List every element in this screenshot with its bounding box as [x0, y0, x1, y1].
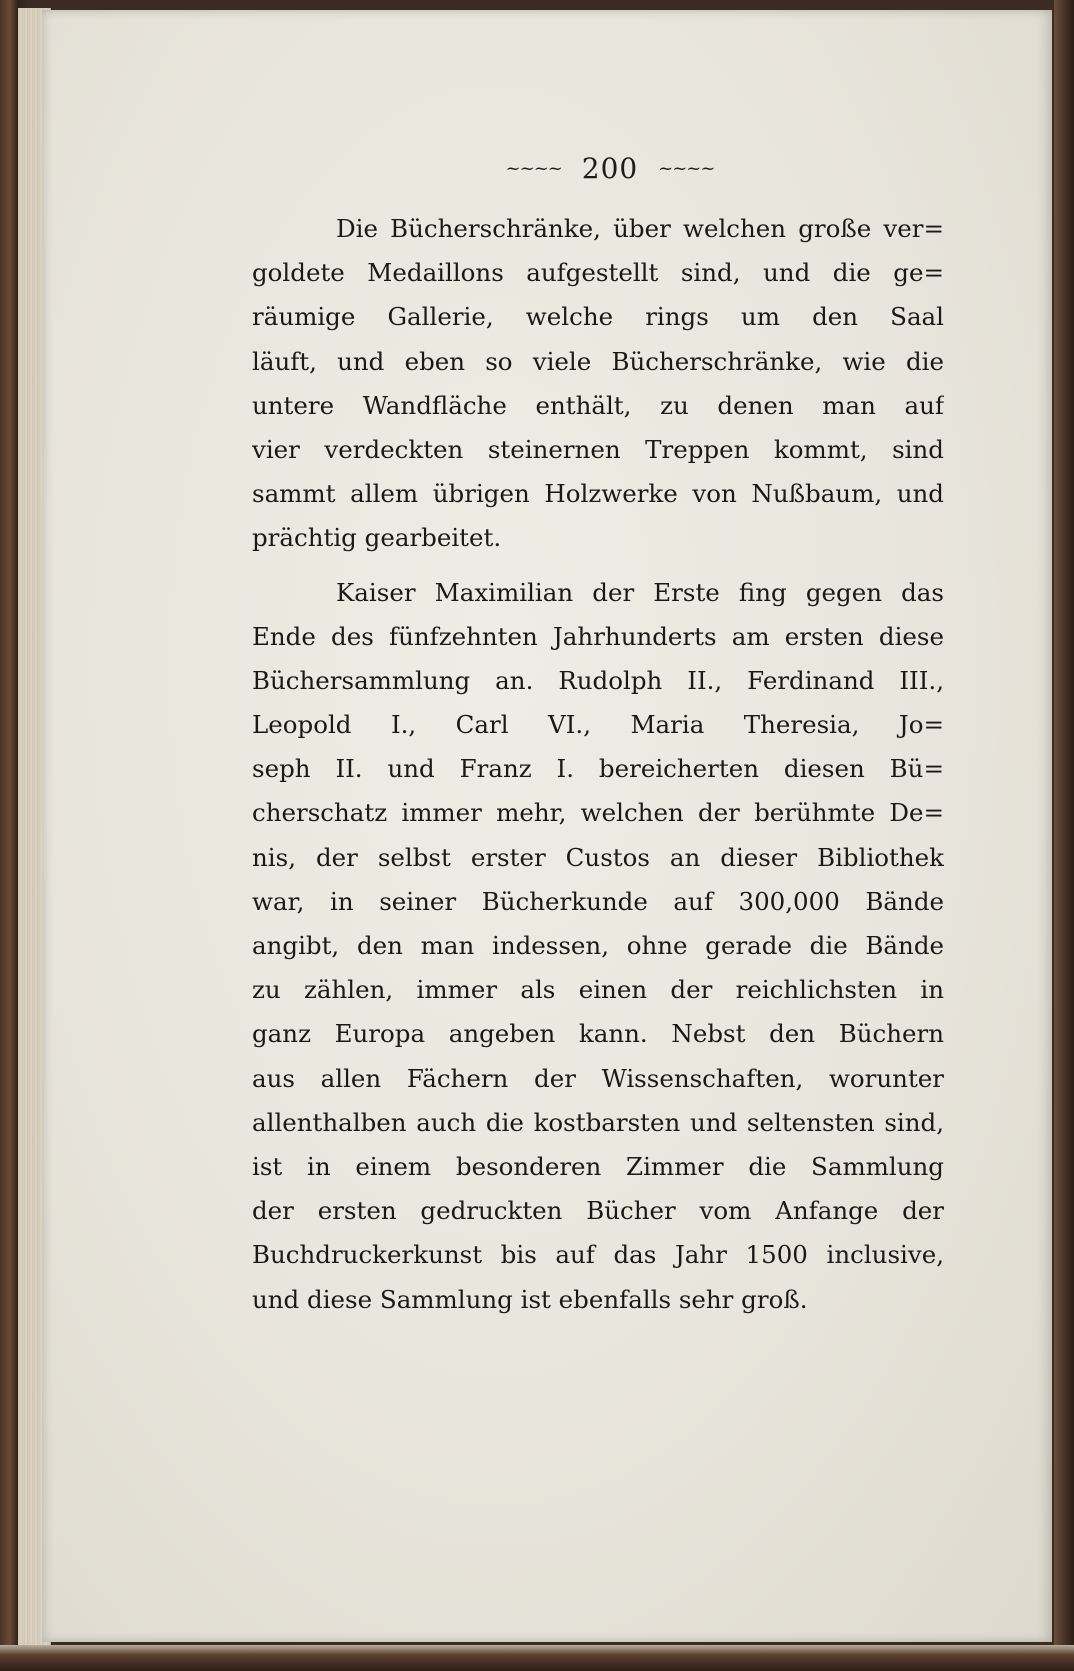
paragraph-gap: [252, 561, 944, 571]
text-line: ganz Europa angeben kann. Nebst den Büchern: [252, 1019, 944, 1049]
text-line: Büchersammlung an. Rudolph II., Ferdinand III.,: [252, 665, 944, 695]
text-line: seph II. und Franz I. bereicherten diesen Bü=: [252, 754, 944, 784]
text-line: aus allen Fächern der Wissenschaften, worunter: [252, 1063, 944, 1093]
text-line: und diese Sammlung ist ebenfalls sehr groß.: [252, 1284, 808, 1314]
header-ornament-left: ~~~~: [505, 158, 562, 179]
text-line: Kaiser Maximilian der Erste fing gegen das: [336, 577, 944, 607]
text-line: läuft, und eben so viele Bücherschränke, wie die: [252, 346, 944, 376]
page-header: [480, 152, 740, 192]
text-line: nis, der selbst erster Custos an dieser Bibliothek: [252, 842, 944, 872]
text-line: goldete Medaillons aufgestellt sind, und die ge=: [252, 258, 944, 288]
text-line: allenthalben auch die kostbarsten und seltensten sind,: [252, 1107, 944, 1137]
paragraph: [252, 207, 944, 561]
text-line: sammt allem übrigen Holzwerke von Nußbaum, und: [252, 479, 944, 509]
text-line: Buchdruckerkunst bis auf das Jahr 1500 inclusive,: [252, 1240, 944, 1270]
text-line: war, in seiner Bücherkunde auf 300,000 Bände: [252, 886, 944, 916]
text-line: prächtig gearbeitet.: [252, 523, 502, 553]
text-line: vier verdeckten steinernen Treppen kommt, sind: [252, 434, 944, 464]
page-number: 200: [581, 152, 639, 185]
header-ornament-right: ~~~~: [658, 158, 715, 179]
text-line: zu zählen, immer als einen der reichlichsten in: [252, 975, 944, 1005]
text-line: angibt, den man indessen, ohne gerade die Bände: [252, 931, 944, 960]
text-line: cherschatz immer mehr, welchen der berühmte De=: [252, 798, 944, 828]
page-bottom-edge: [0, 1645, 1074, 1671]
book-cover-edge: [1054, 0, 1074, 1671]
text-line: Die Bücherschränke, über welchen große ver=: [336, 214, 944, 243]
text-line: Ende des fünfzehnten Jahrhunderts am ersten diese: [252, 621, 944, 651]
text-line: der ersten gedruckten Bücher vom Anfange der: [252, 1196, 944, 1226]
paragraph: [252, 571, 944, 1322]
text-line: untere Wandfläche enthält, zu denen man auf: [252, 390, 944, 420]
text-line: ist in einem besonderen Zimmer die Sammlung: [252, 1151, 944, 1181]
text-line: räumige Gallerie, welche rings um den Saal: [252, 302, 944, 332]
body-text: [252, 207, 944, 1322]
text-line: Leopold I., Carl VI., Maria Theresia, Jo=: [252, 710, 944, 740]
